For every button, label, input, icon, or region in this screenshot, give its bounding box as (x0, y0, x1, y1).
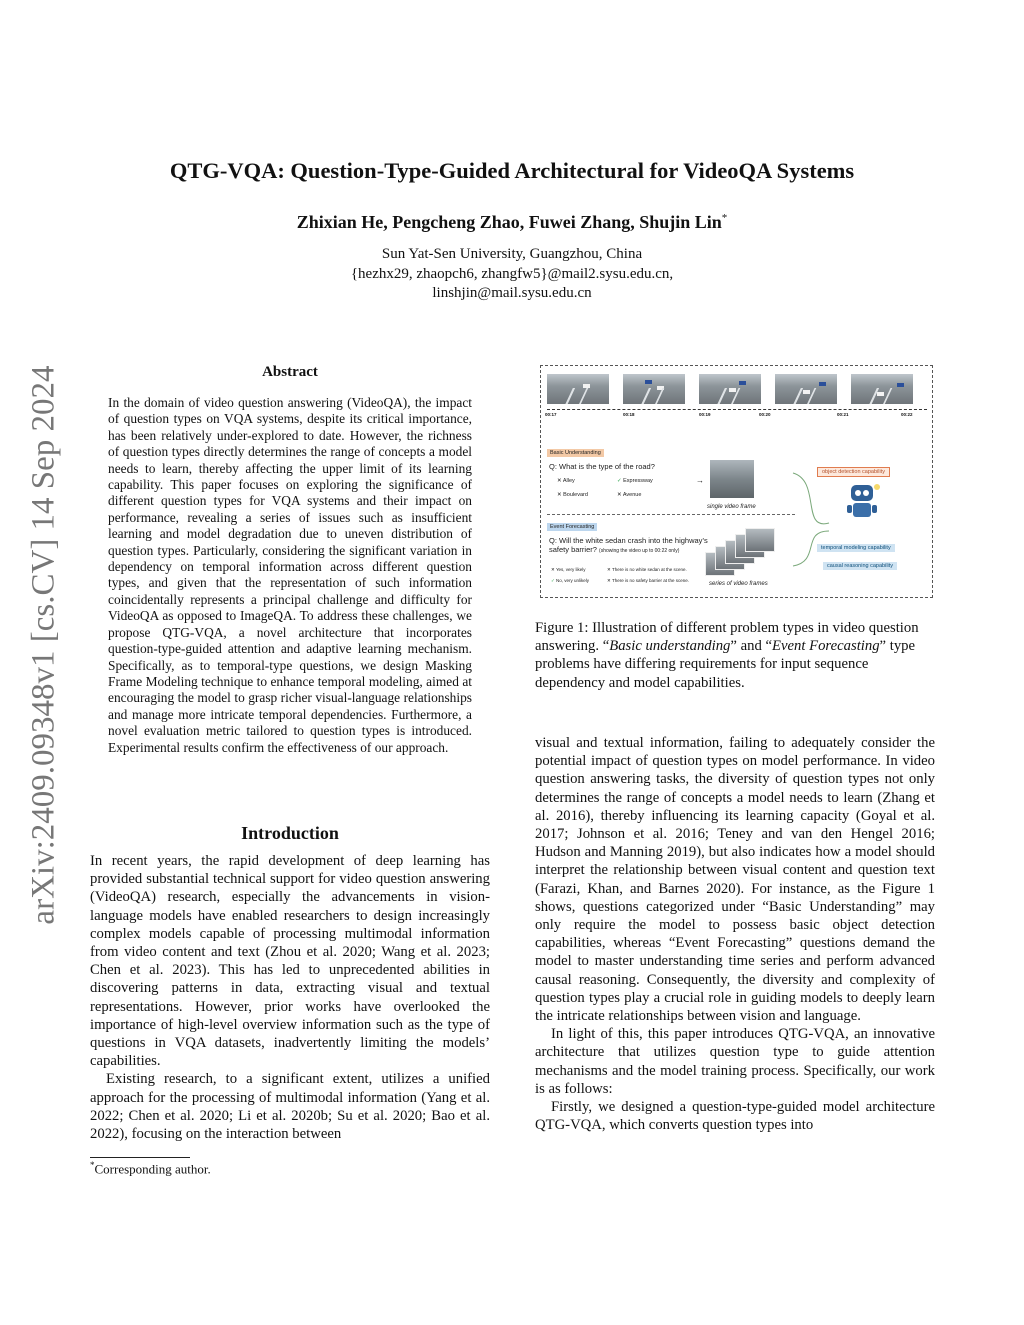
footnote-rule (90, 1157, 190, 1158)
abstract-heading: Abstract (262, 364, 318, 380)
caption-term: Event Forecasting (772, 638, 880, 655)
option (617, 492, 641, 498)
introduction-heading: Introduction (241, 823, 339, 843)
cross-icon: ✕ (551, 567, 555, 572)
robot-icon (843, 481, 881, 521)
option-label: Expressway (623, 478, 653, 484)
author-mark: * (721, 212, 728, 224)
option (607, 567, 687, 573)
arrow-icon: → (696, 476, 704, 485)
option-label: Alley (562, 478, 575, 484)
video-frame (775, 374, 837, 404)
series-frames-label: series of video frames (709, 581, 768, 587)
intro-paragraph: In recent years, the rapid development of deep learning has provided substantial technical support for video question answering (VideoQA) research, especially the advancements in vision-language models have enabled researchers to design increasingly complex models capable of processing multimodal information from video content and text (Zhou et al. 2020; Wang et al. 2023; Chen et al. 2023). This has led to unprecedented abilities in discovering patterns in data, extracting visual and textual representations. However, prior works have overlooked the importance of high-level overview information such as the type of questions in VQA datasets, inadvertently limiting the models’ capabilities. (90, 853, 490, 1070)
body-paragraph: visual and textual information, failing to adequately consider the potential impact of question types on model performance. In video question answering tasks, the diversity of question types not only determines the range of concepts a model needs to learn (Zhang et al. 2016), thereby influencing its learning capacity (Goyal et al. 2017; Johnson et al. 2016; Teney and van den Hengel 2016; Hudson and Manning 2019), but also indicates how a model should interpret the relationship between visual content and question text (Farazi, Khan, and Barnes 2020). For instance, as the Figure 1 shows, questions categorized under “Basic Understanding” may only require the model to possess basic object detection capabilities, whereas “Event Forecasting” questions demand the model to master understanding time series and perform advanced causal reasoning. Consequently, the diversity and complexity of question types play a crucial role in guiding models to deeply learn the intricate relationships between vision and language. (535, 735, 935, 1025)
object-detection-capability: object detection capability (817, 467, 890, 477)
option-label: No, very unlikely (556, 578, 590, 583)
question-2 (549, 536, 709, 556)
paper-title: QTG-VQA: Question-Type-Guided Architectural for VideoQA Systems (169, 158, 855, 183)
cross-icon: ✕ (607, 567, 611, 572)
author-list (0, 212, 1024, 233)
timestamp: 00:19 (699, 412, 711, 417)
abstract-text: In the domain of video question answering (VideoQA), the impact of question types on VQA systems, despite its critical importance, has been relatively under-explored to date. However, the richness of question types directly determines the range of concepts a model needs to learn, thereby affecting the upper limit of its learning capability. This paper focuses on exploring the significance of different question types for VQA systems and their impact on performance, revealing a series of issues such as insufficient learning and model degradation due to uneven distribution of question types. Particularly, considering the significant variation in dependency on temporal information across different question types, and given that the representation of such information coincidentally represents a principal challenge and difficulty for VideoQA as opposed to ImageQA. To address these challenges, we propose QTG-VQA, a novel architecture that incorporates question-type-guided attention and adaptive learning mechanism. Specifically, as to temporal-type questions, we design Masking Frame Modeling technique to enhance temporal modeling, aimed at encouraging the model to grasp richer visual-language relationships and manage more intricate temporal dependencies. Furthermore, a novel evaluation metric tailored to question types is introduced. Experimental results confirm the effectiveness of our approach. (108, 395, 472, 755)
timestamp: 00:20 (759, 412, 771, 417)
timestamp: 00:21 (837, 412, 849, 417)
option (617, 478, 653, 484)
intro-paragraph: Existing research, to a significant extent, utilizes a unified approach for the processing of multimodal information (Yang et al. 2022; Chen et al. 2020; Li et al. 2020b; Su et al. 2020; Bao et al. 2022), focusing on the interaction between (90, 1071, 490, 1143)
timeline (547, 409, 927, 410)
question-2-text: Q: Will the white sedan crash into the highway’s safety barrier? (549, 536, 708, 554)
caption-text: ” type problems have differing requirements for input sequence dependency and model capabilities. (535, 638, 916, 691)
figure-caption (535, 619, 935, 692)
event-forecasting-tag: Event Forecasting (547, 523, 597, 531)
option-label: There is no safety barrier at the scene. (611, 578, 689, 583)
video-frame (623, 374, 685, 404)
question-2-note: (showing the video up to 00:22 only) (599, 548, 680, 554)
video-frame (851, 374, 913, 404)
arxiv-identifier[interactable]: arXiv:2409.09348v1 [cs.CV] 14 Sep 2024 (25, 365, 62, 925)
timestamp: 00:18 (623, 412, 635, 417)
right-column (535, 734, 935, 1134)
option (557, 478, 575, 484)
footnote-text: Corresponding author. (94, 1161, 211, 1177)
cross-icon: ✕ (557, 492, 562, 498)
body-paragraph: Firstly, we designed a question-type-guided model architecture QTG-VQA, which converts question types into (535, 1099, 935, 1134)
cross-icon: ✕ (607, 578, 611, 583)
option (551, 578, 589, 584)
video-frame (699, 374, 761, 404)
video-frame-stack (745, 528, 775, 552)
single-frame-label: single video frame (707, 504, 756, 510)
timestamp: 00:17 (545, 412, 557, 417)
temporal-modeling-capability: temporal modeling capability (817, 544, 895, 552)
option-label: Yes, very likely (555, 567, 586, 572)
single-video-frame-image (710, 460, 754, 498)
caption-term: Basic understanding (609, 638, 731, 655)
figure-1 (540, 365, 933, 598)
affiliation-block (0, 245, 1024, 304)
causal-reasoning-capability: causal reasoning capability (823, 562, 897, 570)
video-frame (547, 374, 609, 404)
authors-names: Zhixian He, Pengcheng Zhao, Fuwei Zhang, Shujin Lin (296, 212, 722, 232)
connector-curves (791, 471, 831, 571)
footnote (90, 1160, 490, 1177)
option-label: There is no white sedan at the scene. (611, 567, 687, 572)
email-line: {hezhx29, zhaopch6, zhangfw5}@mail2.sysu.edu.cn, (350, 265, 674, 282)
email-line: linshjin@mail.sysu.edu.cn (432, 285, 592, 301)
check-icon: ✓ (551, 578, 555, 583)
option (557, 492, 588, 498)
cross-icon: ✕ (557, 478, 562, 484)
check-icon: ✓ (617, 478, 622, 484)
option (607, 578, 689, 584)
left-column (90, 852, 490, 1143)
question-1: Q: What is the type of the road? (549, 462, 655, 471)
caption-text: Figure 1: Illustration of different problem types in video question answering. “ (535, 620, 919, 655)
timestamp: 00:22 (901, 412, 913, 417)
caption-text: ” and “ (730, 638, 772, 655)
footnote-mark: * (90, 1160, 95, 1170)
section-divider (547, 514, 795, 515)
option-label: Avenue (622, 492, 642, 498)
affiliation-line: Sun Yat-Sen University, Guangzhou, China (381, 246, 643, 262)
option (551, 567, 586, 573)
cross-icon: ✕ (617, 492, 622, 498)
basic-understanding-tag: Basic Understanding (547, 449, 604, 457)
option-label: Boulevard (563, 492, 588, 498)
body-paragraph: In light of this, this paper introduces QTG-VQA, an innovative architecture that utilizes question type to guide attention mechanisms and the model training process. Specifically, our work is as follows: (535, 1026, 935, 1097)
